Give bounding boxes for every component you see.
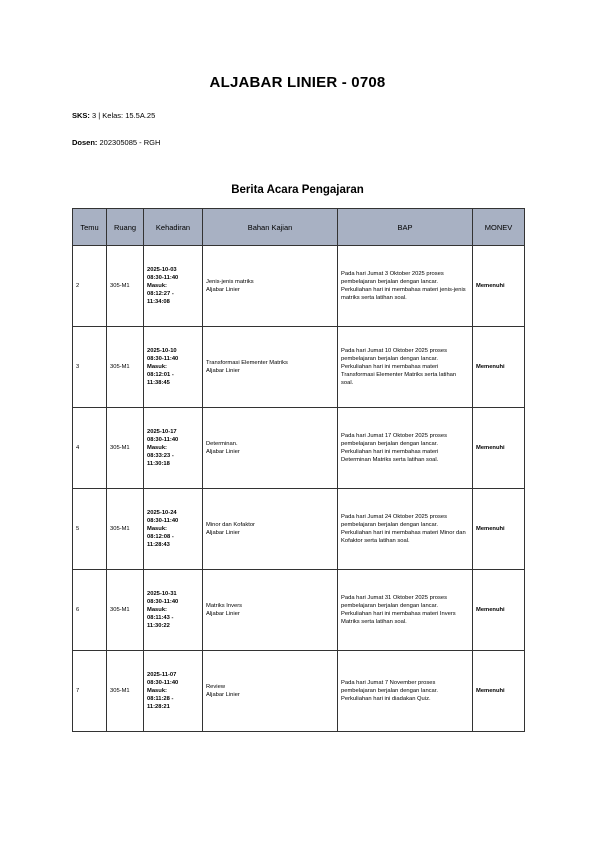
kehadiran-line: Masuk: bbox=[147, 688, 167, 694]
bahan-line: Transformasi Elementer Matriks bbox=[206, 360, 288, 366]
bahan-line: Minor dan Kofaktor bbox=[206, 522, 255, 528]
kehadiran-line: 08:30-11:40 bbox=[147, 437, 179, 443]
cell-kehadiran bbox=[144, 570, 203, 651]
kehadiran-line: 08:30-11:40 bbox=[147, 356, 179, 362]
table-row bbox=[73, 651, 525, 732]
cell-ruang: 305-M1 bbox=[107, 489, 144, 570]
kehadiran-line: 08:11:43 - bbox=[147, 615, 174, 621]
sks-label: SKS: bbox=[72, 111, 90, 120]
kehadiran-line: 11:28:43 bbox=[147, 542, 170, 548]
kehadiran-line: Masuk: bbox=[147, 445, 167, 451]
kehadiran-line: 08:11:28 - bbox=[147, 696, 174, 702]
cell-monev: Memenuhi bbox=[473, 489, 525, 570]
cell-ruang: 305-M1 bbox=[107, 327, 144, 408]
cell-temu: 7 bbox=[73, 651, 107, 732]
cell-kehadiran bbox=[144, 246, 203, 327]
kehadiran-line: 11:30:18 bbox=[147, 461, 170, 467]
kehadiran-line: 08:12:08 - bbox=[147, 534, 174, 540]
dosen-value: 202305085 - RGH bbox=[97, 138, 161, 147]
kehadiran-line: 2025-10-17 bbox=[147, 429, 177, 435]
cell-temu: 3 bbox=[73, 327, 107, 408]
kehadiran-line: 2025-10-31 bbox=[147, 591, 177, 597]
cell-bahan-kajian bbox=[203, 570, 338, 651]
cell-bahan-kajian bbox=[203, 489, 338, 570]
kehadiran-line: 08:30-11:40 bbox=[147, 518, 179, 524]
table-row bbox=[73, 408, 525, 489]
course-meta-dosen bbox=[72, 138, 160, 147]
bahan-line: Review bbox=[206, 684, 226, 690]
kehadiran-line: 08:30-11:40 bbox=[147, 599, 179, 605]
sks-class-value: 3 | Kelas: 15.5A.25 bbox=[89, 111, 156, 120]
bahan-line: Jenis-jenis matriks bbox=[206, 279, 254, 285]
cell-monev: Memenuhi bbox=[473, 246, 525, 327]
table-row bbox=[73, 489, 525, 570]
header-ruang: Ruang bbox=[107, 209, 144, 246]
cell-kehadiran bbox=[144, 327, 203, 408]
table-header-row bbox=[73, 209, 525, 246]
bahan-line: Aljabar Linier bbox=[206, 611, 240, 617]
dosen-label: Dosen: bbox=[72, 138, 98, 147]
cell-bap: Pada hari Jumat 3 Oktober 2025 proses pembelajaran berjalan dengan lancar. Perkuliahan hari ini membahas materi jenis-jenis matriks serta latihan soal. bbox=[338, 246, 473, 327]
cell-temu: 6 bbox=[73, 570, 107, 651]
header-kehadiran: Kehadiran bbox=[144, 209, 203, 246]
kehadiran-line: 08:12:27 - bbox=[147, 291, 174, 297]
course-meta-sks bbox=[72, 111, 155, 120]
cell-bahan-kajian bbox=[203, 408, 338, 489]
page-title: ALJABAR LINIER - 0708 bbox=[209, 74, 386, 91]
bahan-line: Aljabar Linier bbox=[206, 449, 240, 455]
cell-ruang: 305-M1 bbox=[107, 408, 144, 489]
bahan-line: Aljabar Linier bbox=[206, 530, 240, 536]
bahan-line: Aljabar Linier bbox=[206, 368, 240, 374]
cell-kehadiran bbox=[144, 408, 203, 489]
cell-ruang: 305-M1 bbox=[107, 570, 144, 651]
bap-table bbox=[72, 208, 525, 732]
cell-temu: 4 bbox=[73, 408, 107, 489]
section-title: Berita Acara Pengajaran bbox=[231, 184, 364, 196]
cell-bahan-kajian bbox=[203, 246, 338, 327]
table-row bbox=[73, 570, 525, 651]
bahan-line: Aljabar Linier bbox=[206, 692, 240, 698]
cell-bahan-kajian bbox=[203, 327, 338, 408]
cell-kehadiran bbox=[144, 489, 203, 570]
bahan-line: Determinan. bbox=[206, 441, 238, 447]
bahan-line: Matriks Invers bbox=[206, 603, 243, 609]
cell-bahan-kajian bbox=[203, 651, 338, 732]
cell-bap: Pada hari Jumat 17 Oktober 2025 proses pembelajaran berjalan dengan lancar. Perkuliahan hari ini membahas materi Determinan Matriks serta latihan soal. bbox=[338, 408, 473, 489]
cell-monev: Memenuhi bbox=[473, 408, 525, 489]
cell-monev: Memenuhi bbox=[473, 651, 525, 732]
kehadiran-line: 2025-10-24 bbox=[147, 510, 177, 516]
cell-monev: Memenuhi bbox=[473, 327, 525, 408]
kehadiran-line: 08:30-11:40 bbox=[147, 275, 179, 281]
table-row bbox=[73, 246, 525, 327]
kehadiran-line: 08:33:23 - bbox=[147, 453, 174, 459]
cell-ruang: 305-M1 bbox=[107, 651, 144, 732]
kehadiran-line: Masuk: bbox=[147, 607, 167, 613]
kehadiran-line: 11:38:45 bbox=[147, 380, 170, 386]
kehadiran-line: Masuk: bbox=[147, 526, 167, 532]
header-bap: BAP bbox=[338, 209, 473, 246]
kehadiran-line: 11:28:21 bbox=[147, 704, 170, 710]
kehadiran-line: 2025-10-10 bbox=[147, 348, 177, 354]
cell-monev: Memenuhi bbox=[473, 570, 525, 651]
cell-bap: Pada hari Jumat 31 Oktober 2025 proses pembelajaran berjalan dengan lancar. Perkuliahan hari ini membahas materi Invers Matriks serta latihan soal. bbox=[338, 570, 473, 651]
cell-ruang: 305-M1 bbox=[107, 246, 144, 327]
kehadiran-line: Masuk: bbox=[147, 283, 167, 289]
cell-kehadiran bbox=[144, 651, 203, 732]
kehadiran-line: 2025-10-03 bbox=[147, 267, 177, 273]
kehadiran-line: Masuk: bbox=[147, 364, 167, 370]
cell-bap: Pada hari Jumat 24 Oktober 2025 proses pembelajaran berjalan dengan lancar. Perkuliahan hari ini membahas materi Minor dan Kofaktor serta latihan soal. bbox=[338, 489, 473, 570]
cell-temu: 2 bbox=[73, 246, 107, 327]
kehadiran-line: 08:12:01 - bbox=[147, 372, 174, 378]
cell-bap: Pada hari Jumat 10 Oktober 2025 proses pembelajaran berjalan dengan lancar. Perkuliahan hari ini membahas materi Transformasi Elementer Matriks serta latihan soal. bbox=[338, 327, 473, 408]
bahan-line: Aljabar Linier bbox=[206, 287, 240, 293]
kehadiran-line: 11:34:08 bbox=[147, 299, 170, 305]
header-temu: Temu bbox=[73, 209, 107, 246]
table-row bbox=[73, 327, 525, 408]
kehadiran-line: 11:30:22 bbox=[147, 623, 170, 629]
kehadiran-line: 08:30-11:40 bbox=[147, 680, 179, 686]
header-monev: MONEV bbox=[473, 209, 525, 246]
kehadiran-line: 2025-11-07 bbox=[147, 672, 177, 678]
cell-temu: 5 bbox=[73, 489, 107, 570]
header-bahan-kajian: Bahan Kajian bbox=[203, 209, 338, 246]
cell-bap: Pada hari Jumat 7 November proses pembelajaran berjalan dengan lancar. Perkuliahan hari ini diadakan Quiz. bbox=[338, 651, 473, 732]
